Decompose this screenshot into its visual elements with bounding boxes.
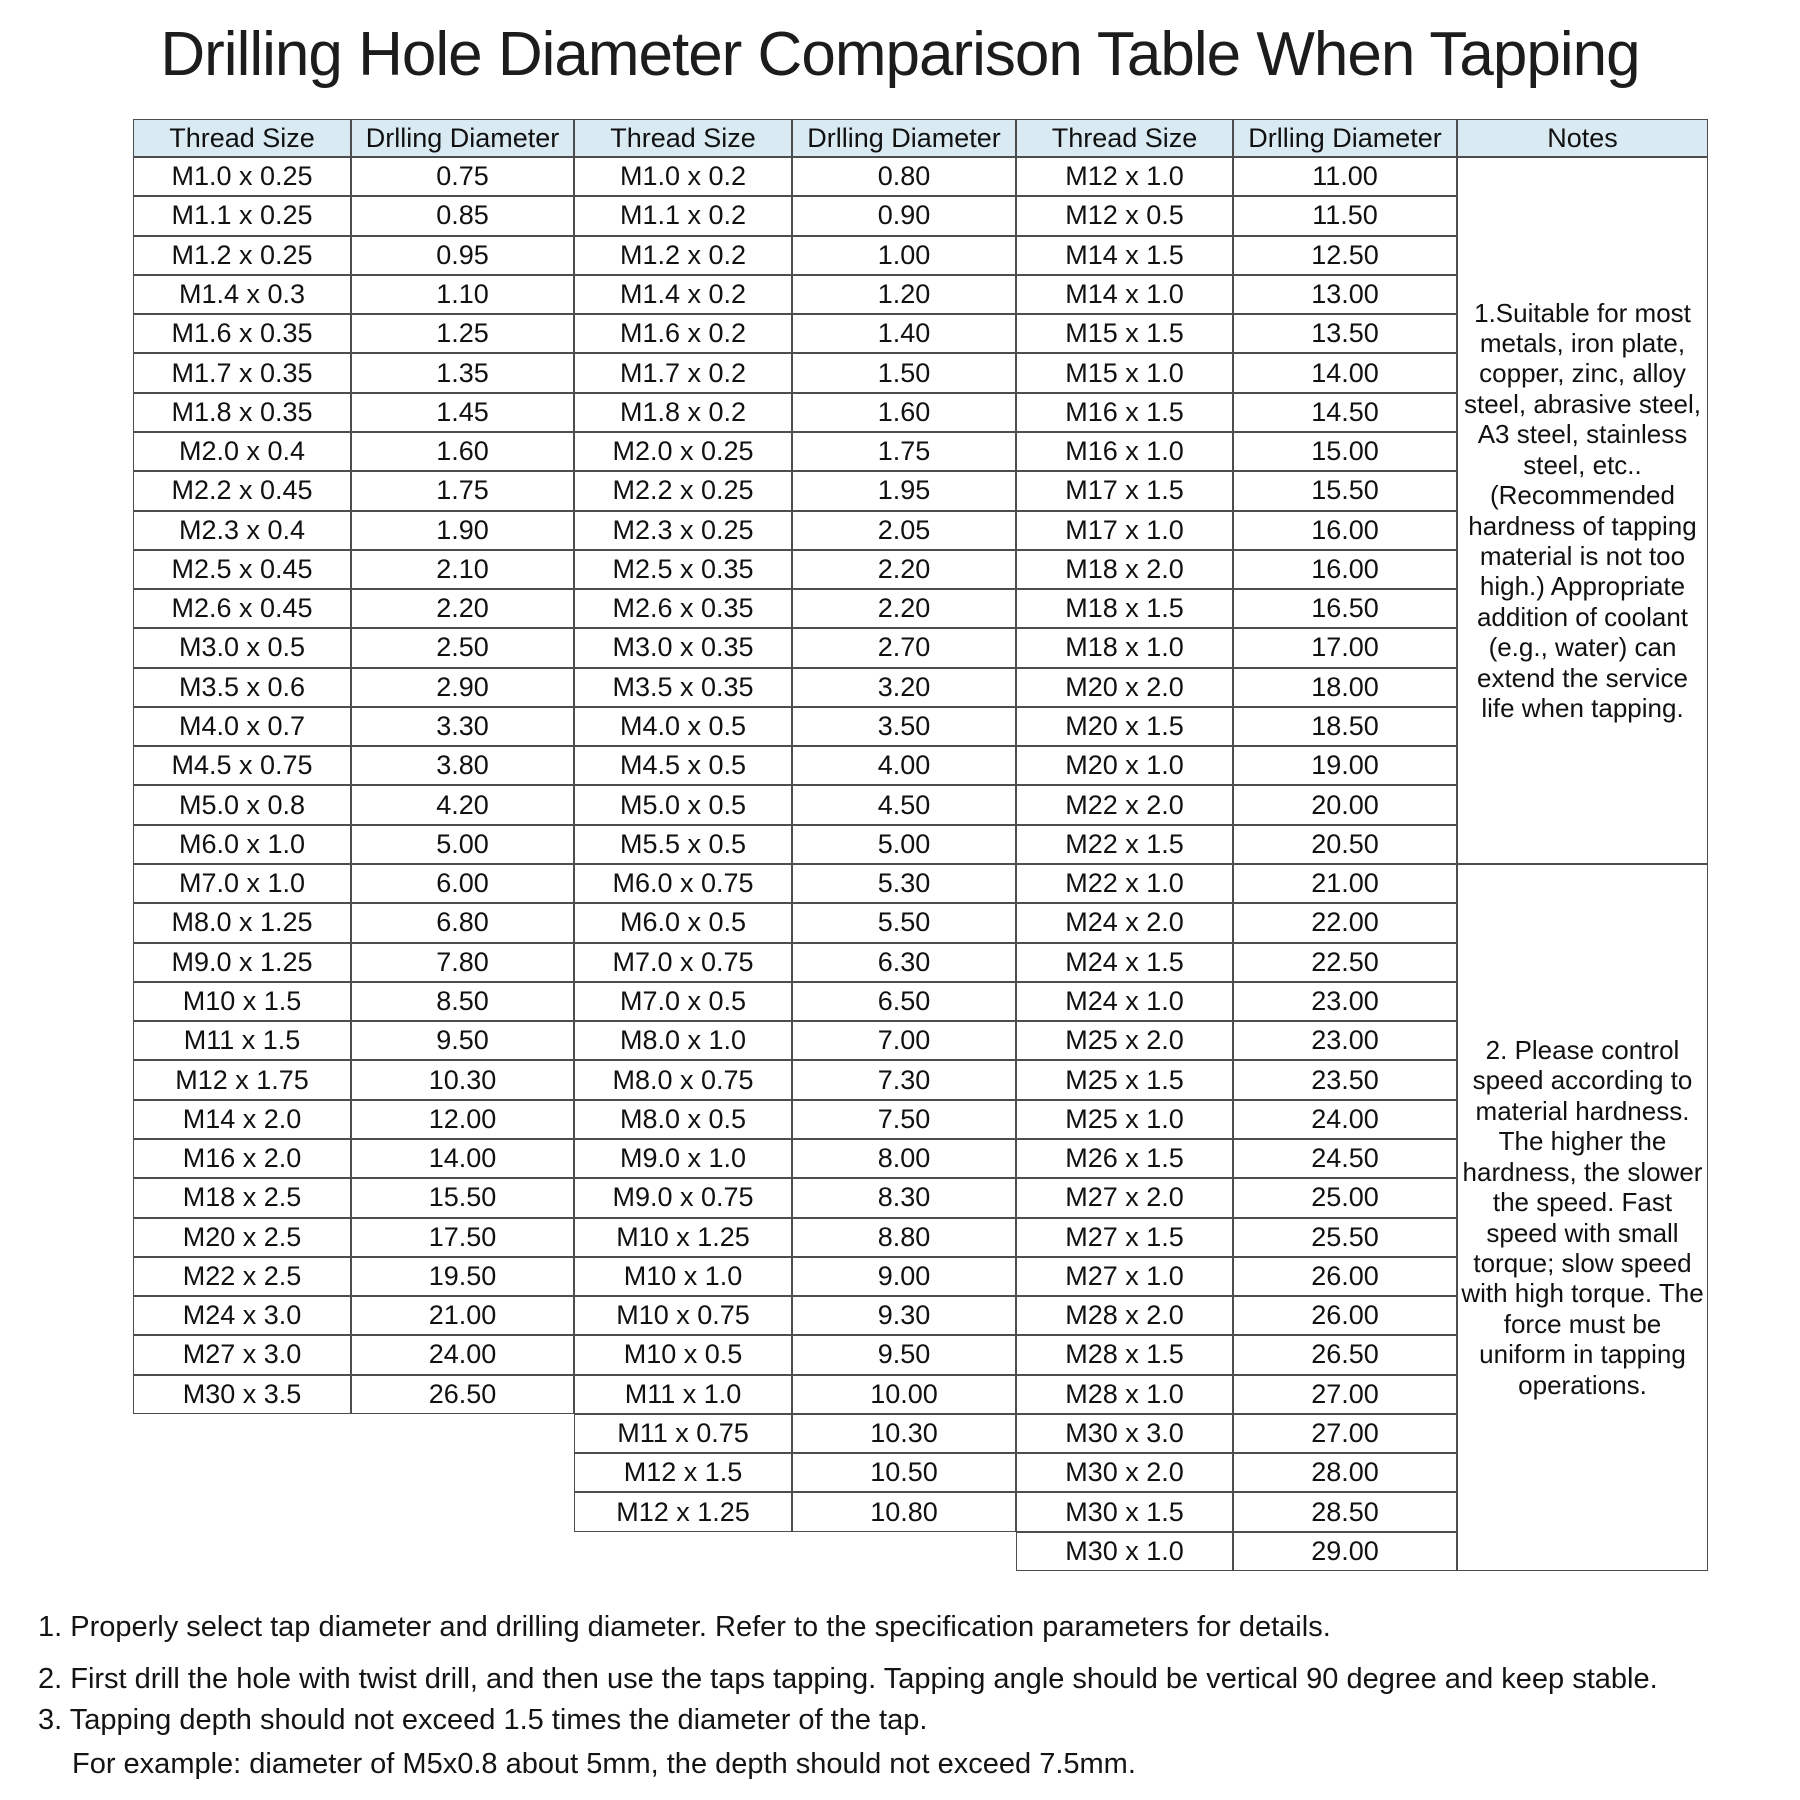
header-thread-size-2: Thread Size <box>574 119 792 157</box>
thread-size-cell: M11 x 1.5 <box>133 1021 351 1060</box>
thread-size-cell: M11 x 1.0 <box>574 1375 792 1414</box>
drilling-diameter-cell: 7.80 <box>351 943 574 982</box>
thread-size-cell: M3.0 x 0.5 <box>133 628 351 667</box>
thread-size-cell: M14 x 1.0 <box>1016 275 1233 314</box>
thread-size-cell: M9.0 x 0.75 <box>574 1178 792 1217</box>
drilling-diameter-cell: 9.50 <box>351 1021 574 1060</box>
thread-size-cell: M5.0 x 0.5 <box>574 785 792 824</box>
thread-size-cell: M27 x 3.0 <box>133 1335 351 1374</box>
drilling-diameter-cell: 13.50 <box>1233 314 1457 353</box>
page-title: Drilling Hole Diameter Comparison Table When Tapping <box>160 20 1640 89</box>
drilling-diameter-cell: 3.80 <box>351 746 574 785</box>
thread-size-cell: M15 x 1.0 <box>1016 353 1233 392</box>
thread-size-cell: M4.5 x 0.5 <box>574 746 792 785</box>
thread-size-cell: M6.0 x 0.75 <box>574 864 792 903</box>
thread-size-cell: M28 x 2.0 <box>1016 1296 1233 1335</box>
thread-size-cell: M8.0 x 0.5 <box>574 1100 792 1139</box>
drilling-diameter-cell: 3.20 <box>792 668 1016 707</box>
footer-note-2: 2. First drill the hole with twist drill, and then use the taps tapping. Tapping angle should be vertical 90 degree and keep stable. <box>38 1663 1658 1695</box>
drilling-diameter-cell: 12.00 <box>351 1100 574 1139</box>
thread-size-cell: M3.5 x 0.35 <box>574 668 792 707</box>
notes-cell-1 <box>1457 157 1708 864</box>
drilling-diameter-cell: 1.10 <box>351 275 574 314</box>
thread-size-cell: M6.0 x 0.5 <box>574 903 792 942</box>
thread-size-cell: M1.6 x 0.35 <box>133 314 351 353</box>
notes-text-1: 1.Suitable for most metals, iron plate, copper, zinc, alloy steel, abrasive steel, A3 steel, stainless steel, etc..(Recommended hardness of tapping material is not too high.) Appropriate addition of coolant (e.g., water) can extend the service life when tapping. <box>1463 297 1701 723</box>
drilling-diameter-cell: 21.00 <box>1233 864 1457 903</box>
footer-note-1: 1. Properly select tap diameter and drilling diameter. Refer to the specification parameters for details. <box>38 1611 1331 1643</box>
drilling-diameter-cell: 6.30 <box>792 943 1016 982</box>
drilling-diameter-cell: 16.00 <box>1233 550 1457 589</box>
drilling-diameter-cell: 7.00 <box>792 1021 1016 1060</box>
thread-size-cell: M2.5 x 0.45 <box>133 550 351 589</box>
thread-size-cell: M25 x 1.5 <box>1016 1060 1233 1099</box>
comparison-table <box>133 119 1708 1571</box>
thread-size-cell: M10 x 0.75 <box>574 1296 792 1335</box>
drilling-diameter-cell: 8.30 <box>792 1178 1016 1217</box>
thread-size-cell: M12 x 0.5 <box>1016 196 1233 235</box>
thread-size-cell: M1.4 x 0.3 <box>133 275 351 314</box>
drilling-diameter-cell: 10.50 <box>792 1453 1016 1492</box>
drilling-diameter-cell: 10.30 <box>792 1414 1016 1453</box>
thread-size-cell: M28 x 1.5 <box>1016 1335 1233 1374</box>
thread-size-cell: M14 x 1.5 <box>1016 236 1233 275</box>
thread-size-cell: M22 x 1.0 <box>1016 864 1233 903</box>
drilling-diameter-cell: 28.00 <box>1233 1453 1457 1492</box>
drilling-diameter-cell: 26.50 <box>1233 1335 1457 1374</box>
thread-size-cell: M24 x 2.0 <box>1016 903 1233 942</box>
drilling-diameter-cell: 4.20 <box>351 785 574 824</box>
header-thread-size-1: Thread Size <box>133 119 351 157</box>
thread-size-cell: M16 x 1.5 <box>1016 393 1233 432</box>
drilling-diameter-cell: 1.25 <box>351 314 574 353</box>
drilling-diameter-cell: 10.80 <box>792 1492 1016 1531</box>
thread-size-cell: M1.1 x 0.2 <box>574 196 792 235</box>
drilling-diameter-cell: 2.20 <box>792 589 1016 628</box>
drilling-diameter-cell: 14.50 <box>1233 393 1457 432</box>
thread-size-cell: M12 x 1.5 <box>574 1453 792 1492</box>
thread-size-cell: M27 x 2.0 <box>1016 1178 1233 1217</box>
notes-cell-2 <box>1457 864 1708 1571</box>
drilling-diameter-cell: 14.00 <box>351 1139 574 1178</box>
drilling-diameter-cell: 26.50 <box>351 1375 574 1414</box>
drilling-diameter-cell: 25.50 <box>1233 1218 1457 1257</box>
drilling-diameter-cell: 27.00 <box>1233 1375 1457 1414</box>
drilling-diameter-cell: 1.40 <box>792 314 1016 353</box>
thread-size-cell: M1.1 x 0.25 <box>133 196 351 235</box>
drilling-diameter-cell: 11.00 <box>1233 157 1457 196</box>
drilling-diameter-cell: 26.00 <box>1233 1257 1457 1296</box>
thread-size-cell: M4.0 x 0.5 <box>574 707 792 746</box>
drilling-diameter-cell: 16.50 <box>1233 589 1457 628</box>
drilling-diameter-cell: 29.00 <box>1233 1532 1457 1571</box>
thread-size-cell: M8.0 x 1.0 <box>574 1021 792 1060</box>
thread-size-cell: M12 x 1.25 <box>574 1492 792 1531</box>
drilling-diameter-cell: 5.30 <box>792 864 1016 903</box>
thread-size-cell: M16 x 2.0 <box>133 1139 351 1178</box>
drilling-diameter-cell: 2.10 <box>351 550 574 589</box>
drilling-diameter-cell: 1.00 <box>792 236 1016 275</box>
drilling-diameter-cell: 21.00 <box>351 1296 574 1335</box>
footer-note-3: 3. Tapping depth should not exceed 1.5 times the diameter of the tap. <box>38 1704 928 1736</box>
thread-size-cell: M22 x 1.5 <box>1016 825 1233 864</box>
thread-size-cell: M28 x 1.0 <box>1016 1375 1233 1414</box>
thread-size-cell: M2.2 x 0.25 <box>574 471 792 510</box>
header-drilling-diameter-3: Drlling Diameter <box>1233 119 1457 157</box>
thread-size-cell: M7.0 x 0.5 <box>574 982 792 1021</box>
drilling-diameter-cell: 10.30 <box>351 1060 574 1099</box>
thread-size-cell: M1.7 x 0.2 <box>574 353 792 392</box>
drilling-diameter-cell: 19.00 <box>1233 746 1457 785</box>
thread-size-cell: M1.8 x 0.2 <box>574 393 792 432</box>
thread-size-cell: M18 x 1.0 <box>1016 628 1233 667</box>
thread-size-cell: M11 x 0.75 <box>574 1414 792 1453</box>
drilling-diameter-cell: 24.00 <box>1233 1100 1457 1139</box>
thread-size-cell: M24 x 1.0 <box>1016 982 1233 1021</box>
drilling-diameter-cell: 3.50 <box>792 707 1016 746</box>
drilling-diameter-cell: 1.60 <box>351 432 574 471</box>
drilling-diameter-cell: 1.35 <box>351 353 574 392</box>
drilling-diameter-cell: 0.95 <box>351 236 574 275</box>
thread-size-cell: M6.0 x 1.0 <box>133 825 351 864</box>
drilling-diameter-cell: 6.80 <box>351 903 574 942</box>
drilling-diameter-cell: 8.80 <box>792 1218 1016 1257</box>
drilling-diameter-cell: 6.00 <box>351 864 574 903</box>
thread-size-cell: M1.8 x 0.35 <box>133 393 351 432</box>
thread-size-cell: M2.6 x 0.35 <box>574 589 792 628</box>
drilling-diameter-cell: 20.00 <box>1233 785 1457 824</box>
drilling-diameter-cell: 2.05 <box>792 511 1016 550</box>
thread-size-cell: M22 x 2.0 <box>1016 785 1233 824</box>
footer-note-4: For example: diameter of M5x0.8 about 5mm, the depth should not exceed 7.5mm. <box>72 1748 1136 1780</box>
thread-size-cell: M17 x 1.5 <box>1016 471 1233 510</box>
drilling-diameter-cell: 6.50 <box>792 982 1016 1021</box>
drilling-diameter-cell: 10.00 <box>792 1375 1016 1414</box>
header-thread-size-3: Thread Size <box>1016 119 1233 157</box>
drilling-diameter-cell: 23.50 <box>1233 1060 1457 1099</box>
thread-size-cell: M30 x 3.0 <box>1016 1414 1233 1453</box>
drilling-diameter-cell: 4.00 <box>792 746 1016 785</box>
drilling-diameter-cell: 2.20 <box>792 550 1016 589</box>
drilling-diameter-cell: 2.20 <box>351 589 574 628</box>
thread-size-cell: M30 x 2.0 <box>1016 1453 1233 1492</box>
drilling-diameter-cell: 5.00 <box>792 825 1016 864</box>
drilling-diameter-cell: 7.50 <box>792 1100 1016 1139</box>
thread-size-cell: M20 x 2.0 <box>1016 668 1233 707</box>
thread-size-cell: M2.6 x 0.45 <box>133 589 351 628</box>
thread-size-cell: M7.0 x 0.75 <box>574 943 792 982</box>
thread-size-cell: M10 x 0.5 <box>574 1335 792 1374</box>
thread-size-cell: M12 x 1.0 <box>1016 157 1233 196</box>
drilling-diameter-cell: 4.50 <box>792 785 1016 824</box>
drilling-diameter-cell: 7.30 <box>792 1060 1016 1099</box>
thread-size-cell: M1.0 x 0.2 <box>574 157 792 196</box>
notes-text-2: 2. Please control speed according to material hardness. The higher the hardness, the slower the speed. Fast speed with small torque; slow speed with high torque. The force must be uniform in tapping operations. <box>1461 1035 1704 1400</box>
header-notes: Notes <box>1457 119 1708 157</box>
thread-size-cell: M2.2 x 0.45 <box>133 471 351 510</box>
drilling-diameter-cell: 22.50 <box>1233 943 1457 982</box>
drilling-diameter-cell: 0.85 <box>351 196 574 235</box>
thread-size-cell: M27 x 1.0 <box>1016 1257 1233 1296</box>
drilling-diameter-cell: 1.20 <box>792 275 1016 314</box>
drilling-diameter-cell: 18.50 <box>1233 707 1457 746</box>
thread-size-cell: M27 x 1.5 <box>1016 1218 1233 1257</box>
thread-size-cell: M1.6 x 0.2 <box>574 314 792 353</box>
drilling-diameter-cell: 1.45 <box>351 393 574 432</box>
drilling-diameter-cell: 2.90 <box>351 668 574 707</box>
drilling-diameter-cell: 24.00 <box>351 1335 574 1374</box>
drilling-diameter-cell: 19.50 <box>351 1257 574 1296</box>
thread-size-cell: M3.5 x 0.6 <box>133 668 351 707</box>
thread-size-cell: M22 x 2.5 <box>133 1257 351 1296</box>
thread-size-cell: M10 x 1.25 <box>574 1218 792 1257</box>
thread-size-cell: M14 x 2.0 <box>133 1100 351 1139</box>
thread-size-cell: M4.5 x 0.75 <box>133 746 351 785</box>
thread-size-cell: M18 x 2.5 <box>133 1178 351 1217</box>
thread-size-cell: M4.0 x 0.7 <box>133 707 351 746</box>
thread-size-cell: M10 x 1.0 <box>574 1257 792 1296</box>
drilling-diameter-cell: 5.00 <box>351 825 574 864</box>
header-drilling-diameter-2: Drlling Diameter <box>792 119 1016 157</box>
thread-size-cell: M5.5 x 0.5 <box>574 825 792 864</box>
drilling-diameter-cell: 9.50 <box>792 1335 1016 1374</box>
thread-size-cell: M9.0 x 1.25 <box>133 943 351 982</box>
drilling-diameter-cell: 3.30 <box>351 707 574 746</box>
thread-size-cell: M10 x 1.5 <box>133 982 351 1021</box>
drilling-diameter-cell: 12.50 <box>1233 236 1457 275</box>
thread-size-cell: M18 x 1.5 <box>1016 589 1233 628</box>
drilling-diameter-cell: 18.00 <box>1233 668 1457 707</box>
thread-size-cell: M20 x 2.5 <box>133 1218 351 1257</box>
drilling-diameter-cell: 22.00 <box>1233 903 1457 942</box>
drilling-diameter-cell: 1.75 <box>351 471 574 510</box>
thread-size-cell: M2.0 x 0.4 <box>133 432 351 471</box>
drilling-diameter-cell: 2.50 <box>351 628 574 667</box>
thread-size-cell: M5.0 x 0.8 <box>133 785 351 824</box>
thread-size-cell: M1.2 x 0.25 <box>133 236 351 275</box>
thread-size-cell: M12 x 1.75 <box>133 1060 351 1099</box>
drilling-diameter-cell: 9.00 <box>792 1257 1016 1296</box>
thread-size-cell: M8.0 x 0.75 <box>574 1060 792 1099</box>
drilling-diameter-cell: 27.00 <box>1233 1414 1457 1453</box>
thread-size-cell: M2.3 x 0.4 <box>133 511 351 550</box>
drilling-diameter-cell: 16.00 <box>1233 511 1457 550</box>
drilling-diameter-cell: 17.00 <box>1233 628 1457 667</box>
thread-size-cell: M20 x 1.0 <box>1016 746 1233 785</box>
thread-size-cell: M20 x 1.5 <box>1016 707 1233 746</box>
thread-size-cell: M25 x 1.0 <box>1016 1100 1233 1139</box>
drilling-diameter-cell: 0.80 <box>792 157 1016 196</box>
thread-size-cell: M30 x 1.5 <box>1016 1492 1233 1531</box>
thread-size-cell: M24 x 1.5 <box>1016 943 1233 982</box>
thread-size-cell: M1.0 x 0.25 <box>133 157 351 196</box>
drilling-diameter-cell: 1.75 <box>792 432 1016 471</box>
thread-size-cell: M30 x 1.0 <box>1016 1532 1233 1571</box>
thread-size-cell: M30 x 3.5 <box>133 1375 351 1414</box>
drilling-diameter-cell: 9.30 <box>792 1296 1016 1335</box>
drilling-diameter-cell: 8.50 <box>351 982 574 1021</box>
thread-size-cell: M2.0 x 0.25 <box>574 432 792 471</box>
drilling-diameter-cell: 15.00 <box>1233 432 1457 471</box>
thread-size-cell: M1.7 x 0.35 <box>133 353 351 392</box>
drilling-diameter-cell: 0.90 <box>792 196 1016 235</box>
thread-size-cell: M3.0 x 0.35 <box>574 628 792 667</box>
thread-size-cell: M7.0 x 1.0 <box>133 864 351 903</box>
thread-size-cell: M1.4 x 0.2 <box>574 275 792 314</box>
drilling-diameter-cell: 20.50 <box>1233 825 1457 864</box>
drilling-diameter-cell: 0.75 <box>351 157 574 196</box>
drilling-diameter-cell: 1.90 <box>351 511 574 550</box>
drilling-diameter-cell: 1.60 <box>792 393 1016 432</box>
thread-size-cell: M17 x 1.0 <box>1016 511 1233 550</box>
thread-size-cell: M24 x 3.0 <box>133 1296 351 1335</box>
drilling-diameter-cell: 1.50 <box>792 353 1016 392</box>
drilling-diameter-cell: 15.50 <box>1233 471 1457 510</box>
drilling-diameter-cell: 23.00 <box>1233 1021 1457 1060</box>
drilling-diameter-cell: 28.50 <box>1233 1492 1457 1531</box>
thread-size-cell: M2.3 x 0.25 <box>574 511 792 550</box>
drilling-diameter-cell: 26.00 <box>1233 1296 1457 1335</box>
drilling-diameter-cell: 8.00 <box>792 1139 1016 1178</box>
drilling-diameter-cell: 1.95 <box>792 471 1016 510</box>
thread-size-cell: M2.5 x 0.35 <box>574 550 792 589</box>
drilling-diameter-cell: 15.50 <box>351 1178 574 1217</box>
thread-size-cell: M25 x 2.0 <box>1016 1021 1233 1060</box>
thread-size-cell: M1.2 x 0.2 <box>574 236 792 275</box>
drilling-diameter-cell: 11.50 <box>1233 196 1457 235</box>
thread-size-cell: M18 x 2.0 <box>1016 550 1233 589</box>
drilling-diameter-cell: 2.70 <box>792 628 1016 667</box>
drilling-diameter-cell: 17.50 <box>351 1218 574 1257</box>
thread-size-cell: M15 x 1.5 <box>1016 314 1233 353</box>
drilling-diameter-cell: 24.50 <box>1233 1139 1457 1178</box>
thread-size-cell: M16 x 1.0 <box>1016 432 1233 471</box>
thread-size-cell: M9.0 x 1.0 <box>574 1139 792 1178</box>
drilling-diameter-cell: 23.00 <box>1233 982 1457 1021</box>
drilling-diameter-cell: 5.50 <box>792 903 1016 942</box>
thread-size-cell: M26 x 1.5 <box>1016 1139 1233 1178</box>
header-drilling-diameter-1: Drlling Diameter <box>351 119 574 157</box>
drilling-diameter-cell: 25.00 <box>1233 1178 1457 1217</box>
thread-size-cell: M8.0 x 1.25 <box>133 903 351 942</box>
drilling-diameter-cell: 13.00 <box>1233 275 1457 314</box>
drilling-diameter-cell: 14.00 <box>1233 353 1457 392</box>
